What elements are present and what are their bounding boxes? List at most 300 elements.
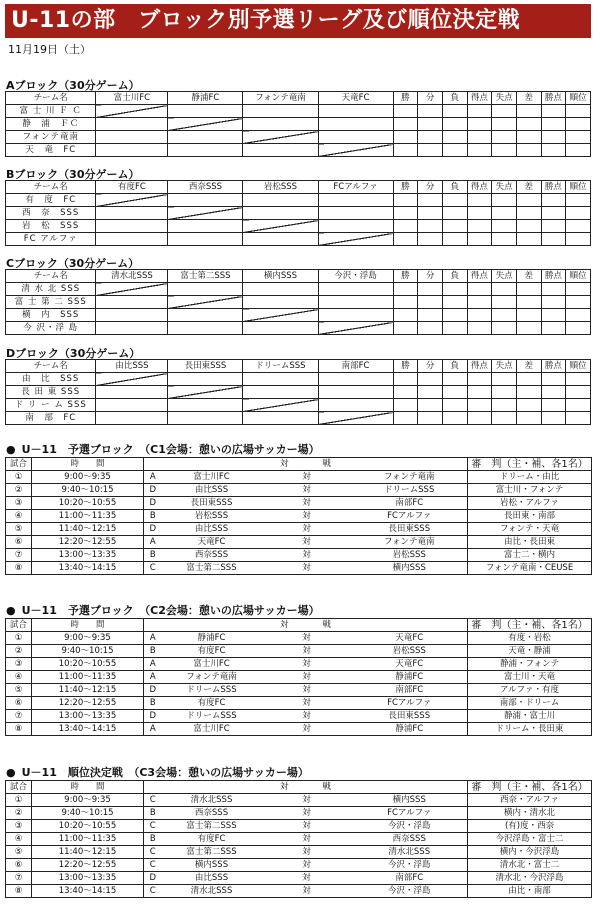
home-team: 清水北SSS <box>162 885 262 898</box>
block-letter: B <box>144 807 162 820</box>
team-row <box>6 144 591 157</box>
stat-header: 得点 <box>467 360 492 373</box>
match-time: 11:00～11:35 <box>32 833 144 846</box>
match-row <box>6 658 592 671</box>
referee: フォンテ竜南・CEUSE <box>468 562 592 575</box>
result-cell <box>168 233 243 246</box>
stat-cell <box>566 144 591 157</box>
stat-header: 勝 <box>393 360 418 373</box>
away-team: 南部FC <box>352 872 468 885</box>
stat-cell <box>418 207 443 220</box>
self-match-cell <box>243 399 318 412</box>
away-team: 今沢・浮島 <box>352 859 468 872</box>
stat-cell <box>418 322 443 335</box>
result-cell <box>318 373 393 386</box>
league-table <box>5 91 591 157</box>
stat-cell <box>467 309 492 322</box>
block-letter: A <box>144 658 162 671</box>
referee: ドリーム・由比 <box>468 471 592 484</box>
stat-cell <box>492 386 517 399</box>
block-letter: D <box>144 684 162 697</box>
stat-cell <box>492 118 517 131</box>
referee: 清水北・富士二 <box>468 859 592 872</box>
result-cell <box>318 386 393 399</box>
stat-header: 負 <box>442 92 467 105</box>
stat-cell <box>541 296 566 309</box>
match-row <box>6 523 592 536</box>
away-team: 横内SSS <box>352 794 468 807</box>
result-cell <box>96 131 168 144</box>
match-no: ⑤ <box>6 684 32 697</box>
team-name: 由 比 SSS <box>6 373 96 386</box>
stat-cell <box>418 283 443 296</box>
home-team: 富士川FC <box>162 658 262 671</box>
home-team: 由比SSS <box>162 523 262 536</box>
stat-header: 差 <box>516 360 541 373</box>
stat-cell <box>418 220 443 233</box>
team-name: 長 田 東 SSS <box>6 386 96 399</box>
stat-cell <box>516 220 541 233</box>
schedule-title-text: U－11 予選ブロック （C2会場：憩いの広場サッカー場） <box>21 604 320 617</box>
stat-cell <box>492 144 517 157</box>
opponent-header: 長田東SSS <box>168 360 243 373</box>
match-time: 12:20～12:55 <box>32 859 144 872</box>
match-time: 9:40～10:15 <box>32 807 144 820</box>
home-team: 清水北SSS <box>162 794 262 807</box>
time-header: 時 間 <box>32 781 144 794</box>
stat-cell <box>418 412 443 425</box>
match-row <box>6 510 592 523</box>
stat-cell <box>492 399 517 412</box>
stat-cell <box>393 386 418 399</box>
stat-cell <box>516 283 541 296</box>
stat-cell <box>418 118 443 131</box>
stat-cell <box>467 220 492 233</box>
stat-header: 勝点 <box>541 270 566 283</box>
stat-header: 負 <box>442 181 467 194</box>
block-letter: D <box>144 497 162 510</box>
referee: 岩松・アルファ <box>468 497 592 510</box>
versus-label: 対 <box>262 885 352 898</box>
block-letter: A <box>144 723 162 736</box>
stat-cell <box>467 131 492 144</box>
self-match-cell <box>168 296 243 309</box>
stat-cell <box>418 399 443 412</box>
block-letter: B <box>144 510 162 523</box>
stat-header: 分 <box>418 181 443 194</box>
team-name: 清 水 北 SSS <box>6 283 96 296</box>
league-table <box>5 359 591 425</box>
home-team: 富士川FC <box>162 471 262 484</box>
stat-cell <box>442 144 467 157</box>
home-team: 由比SSS <box>162 484 262 497</box>
home-team: 有度FC <box>162 697 262 710</box>
stat-cell <box>541 105 566 118</box>
home-team: 富士第二SSS <box>162 562 262 575</box>
match-time: 9:40～10:15 <box>32 484 144 497</box>
match-time: 10:20～10:55 <box>32 497 144 510</box>
result-cell <box>318 283 393 296</box>
stat-cell <box>516 144 541 157</box>
stat-cell <box>467 322 492 335</box>
referee: 西奈・アルファ <box>468 794 592 807</box>
self-match-cell <box>96 373 168 386</box>
stat-cell <box>442 233 467 246</box>
stat-cell <box>516 309 541 322</box>
match-row <box>6 885 592 898</box>
away-team: ドリームSSS <box>352 484 468 497</box>
block-letter: C <box>144 885 162 898</box>
schedule-header-row <box>6 458 592 471</box>
match-row <box>6 471 592 484</box>
self-match-cell <box>318 322 393 335</box>
result-cell <box>243 194 318 207</box>
result-cell <box>168 412 243 425</box>
stat-cell <box>467 233 492 246</box>
stat-cell <box>516 194 541 207</box>
match-row <box>6 859 592 872</box>
referee: 富士川・フォンテ <box>468 484 592 497</box>
team-name-header: チーム名 <box>6 92 96 105</box>
opponent-header: 富士川FC <box>96 92 168 105</box>
home-team: 有度FC <box>162 833 262 846</box>
match-no: ⑤ <box>6 846 32 859</box>
match-header: 対 戦 <box>144 458 468 471</box>
stat-cell <box>566 220 591 233</box>
match-no: ④ <box>6 510 32 523</box>
stat-cell <box>566 233 591 246</box>
team-name: 有 度 FC <box>6 194 96 207</box>
result-cell <box>243 283 318 296</box>
stat-cell <box>541 412 566 425</box>
referee: アルファ・有度 <box>468 684 592 697</box>
versus-label: 対 <box>262 497 352 510</box>
schedule-title-text: U－11 予選ブロック （C1会場：憩いの広場サッカー場） <box>21 443 320 456</box>
versus-label: 対 <box>262 723 352 736</box>
block-letter: C <box>144 846 162 859</box>
stat-cell <box>467 373 492 386</box>
stat-cell <box>442 207 467 220</box>
versus-label: 対 <box>262 471 352 484</box>
time-header: 時 間 <box>32 458 144 471</box>
opponent-header: 西奈SSS <box>168 181 243 194</box>
match-time: 9:40～10:15 <box>32 645 144 658</box>
result-cell <box>168 399 243 412</box>
stat-cell <box>442 296 467 309</box>
match-time: 11:00～11:35 <box>32 510 144 523</box>
result-cell <box>318 118 393 131</box>
block-letter: C <box>144 820 162 833</box>
away-team: 岩松SSS <box>352 645 468 658</box>
stat-header: 得点 <box>467 181 492 194</box>
away-team: 岩松SSS <box>352 549 468 562</box>
referee: 清水北・今沢浮島 <box>468 872 592 885</box>
result-cell <box>318 207 393 220</box>
home-team: 岩松SSS <box>162 510 262 523</box>
home-team: 静浦FC <box>162 632 262 645</box>
stat-cell <box>541 373 566 386</box>
referee: 富士二・横内 <box>468 549 592 562</box>
stat-cell <box>516 233 541 246</box>
stat-header: 失点 <box>492 360 517 373</box>
team-row <box>6 309 591 322</box>
result-cell <box>243 373 318 386</box>
schedule-table <box>5 457 592 575</box>
result-cell <box>168 283 243 296</box>
stat-cell <box>566 399 591 412</box>
result-cell <box>168 105 243 118</box>
team-name: ド リ ー ム SSS <box>6 399 96 412</box>
result-cell <box>243 296 318 309</box>
result-cell <box>243 412 318 425</box>
team-name-header: チーム名 <box>6 270 96 283</box>
stat-header: 差 <box>516 92 541 105</box>
stat-cell <box>566 373 591 386</box>
match-row <box>6 820 592 833</box>
stat-header: 分 <box>418 270 443 283</box>
match-no-header: 試合 <box>6 619 32 632</box>
home-team: 西奈SSS <box>162 807 262 820</box>
match-time: 13:00～13:35 <box>32 872 144 885</box>
stat-cell <box>566 118 591 131</box>
team-name: 岩 松 SSS <box>6 220 96 233</box>
match-row <box>6 549 592 562</box>
stat-cell <box>442 194 467 207</box>
referee: 今沢浮島・富士二 <box>468 833 592 846</box>
result-cell <box>96 220 168 233</box>
opponent-header: 清水北SSS <box>96 270 168 283</box>
referee-header: 審 判（主・補、各1名） <box>468 458 592 471</box>
stat-header: 順位 <box>566 92 591 105</box>
match-row <box>6 710 592 723</box>
stat-cell <box>492 296 517 309</box>
team-row <box>6 386 591 399</box>
away-team: フォンテ竜南 <box>352 471 468 484</box>
versus-label: 対 <box>262 872 352 885</box>
match-no: ④ <box>6 671 32 684</box>
match-no: ⑦ <box>6 710 32 723</box>
self-match-cell <box>243 131 318 144</box>
result-cell <box>168 309 243 322</box>
referee: 有度・岩松 <box>468 632 592 645</box>
result-cell <box>318 296 393 309</box>
block-title: Dブロック（30分ゲーム） <box>6 347 141 360</box>
team-row <box>6 373 591 386</box>
schedule-title-text: U－11 順位決定戦 （C3会場：憩いの広場サッカー場） <box>21 766 309 779</box>
team-name: FC アルファ <box>6 233 96 246</box>
stat-cell <box>492 131 517 144</box>
stat-header: 勝点 <box>541 181 566 194</box>
self-match-cell <box>318 412 393 425</box>
schedule-header-row <box>6 781 592 794</box>
stat-cell <box>467 283 492 296</box>
stat-cell <box>492 322 517 335</box>
result-cell <box>243 118 318 131</box>
bullet-icon: ● <box>6 604 16 617</box>
home-team: ドリームSSS <box>162 684 262 697</box>
stat-cell <box>566 131 591 144</box>
schedule-table <box>5 780 592 898</box>
block-title: Cブロック（30分ゲーム） <box>6 257 140 270</box>
referee: 長田東・南部 <box>468 510 592 523</box>
result-cell <box>318 131 393 144</box>
result-cell <box>243 386 318 399</box>
match-row <box>6 484 592 497</box>
stat-cell <box>492 373 517 386</box>
team-name: 西 奈 SSS <box>6 207 96 220</box>
stat-cell <box>541 233 566 246</box>
result-cell <box>168 373 243 386</box>
team-name: 富 士 第 二 SSS <box>6 296 96 309</box>
referee-header: 審 判（主・補、各1名） <box>468 781 592 794</box>
versus-label: 対 <box>262 820 352 833</box>
away-team: FCアルファ <box>352 510 468 523</box>
result-cell <box>318 220 393 233</box>
match-no: ⑦ <box>6 549 32 562</box>
referee: ドリーム・長田東 <box>468 723 592 736</box>
team-row <box>6 296 591 309</box>
team-row <box>6 105 591 118</box>
versus-label: 対 <box>262 510 352 523</box>
home-team: 天竜FC <box>162 536 262 549</box>
match-row <box>6 872 592 885</box>
result-cell <box>96 233 168 246</box>
away-team: 長田東SSS <box>352 523 468 536</box>
team-row <box>6 220 591 233</box>
referee: 静浦・フォンテ <box>468 658 592 671</box>
stat-cell <box>393 194 418 207</box>
stat-cell <box>442 118 467 131</box>
match-row <box>6 794 592 807</box>
home-team: 長田東SSS <box>162 497 262 510</box>
block-letter: C <box>144 859 162 872</box>
match-time: 12:20～12:55 <box>32 697 144 710</box>
stat-cell <box>418 131 443 144</box>
self-match-cell <box>96 105 168 118</box>
stat-cell <box>393 220 418 233</box>
stat-cell <box>492 283 517 296</box>
match-no: ⑦ <box>6 872 32 885</box>
match-no-header: 試合 <box>6 458 32 471</box>
stat-header: 勝 <box>393 181 418 194</box>
stat-header: 失点 <box>492 270 517 283</box>
result-cell <box>96 386 168 399</box>
versus-label: 対 <box>262 536 352 549</box>
match-time: 10:20～10:55 <box>32 820 144 833</box>
team-name-header: チーム名 <box>6 360 96 373</box>
stat-header: 勝 <box>393 270 418 283</box>
self-match-cell <box>318 233 393 246</box>
league-header-row <box>6 360 591 373</box>
stat-cell <box>541 399 566 412</box>
block-letter: B <box>144 697 162 710</box>
match-no: ③ <box>6 497 32 510</box>
stat-cell <box>516 131 541 144</box>
stat-cell <box>492 233 517 246</box>
result-cell <box>243 105 318 118</box>
stat-cell <box>467 386 492 399</box>
match-time: 10:20～10:55 <box>32 658 144 671</box>
self-match-cell <box>243 220 318 233</box>
match-row <box>6 723 592 736</box>
stat-header: 分 <box>418 92 443 105</box>
versus-label: 対 <box>262 658 352 671</box>
stat-cell <box>393 296 418 309</box>
versus-label: 対 <box>262 523 352 536</box>
stat-cell <box>492 309 517 322</box>
stat-cell <box>566 309 591 322</box>
match-no: ① <box>6 632 32 645</box>
match-row <box>6 562 592 575</box>
stat-cell <box>516 322 541 335</box>
team-row <box>6 412 591 425</box>
result-cell <box>318 105 393 118</box>
result-cell <box>96 118 168 131</box>
block-letter: D <box>144 710 162 723</box>
stat-cell <box>442 131 467 144</box>
away-team: 南部FC <box>352 684 468 697</box>
stat-header: 差 <box>516 270 541 283</box>
block-letter: B <box>144 645 162 658</box>
block-letter: B <box>144 833 162 846</box>
stat-cell <box>566 207 591 220</box>
match-no: ⑧ <box>6 885 32 898</box>
stat-cell <box>393 233 418 246</box>
event-date: 11月19日（土） <box>8 43 91 56</box>
home-team: 由比SSS <box>162 872 262 885</box>
stat-header: 順位 <box>566 360 591 373</box>
result-cell <box>96 309 168 322</box>
opponent-header: フォンテ竜南 <box>243 92 318 105</box>
versus-label: 対 <box>262 846 352 859</box>
stat-cell <box>516 412 541 425</box>
stat-cell <box>393 412 418 425</box>
home-team: 横内SSS <box>162 859 262 872</box>
result-cell <box>168 220 243 233</box>
match-no: ② <box>6 484 32 497</box>
match-row <box>6 697 592 710</box>
away-team: 清水北SSS <box>352 846 468 859</box>
stat-cell <box>442 399 467 412</box>
stat-cell <box>541 283 566 296</box>
self-match-cell <box>318 144 393 157</box>
self-match-cell <box>168 118 243 131</box>
match-no: ⑥ <box>6 536 32 549</box>
stat-cell <box>492 412 517 425</box>
stat-cell <box>467 194 492 207</box>
match-row <box>6 846 592 859</box>
block-letter: A <box>144 632 162 645</box>
result-cell <box>318 399 393 412</box>
stat-cell <box>467 296 492 309</box>
stat-cell <box>442 105 467 118</box>
opponent-header: 由比SSS <box>96 360 168 373</box>
block-letter: A <box>144 671 162 684</box>
result-cell <box>96 399 168 412</box>
match-row <box>6 671 592 684</box>
match-row <box>6 497 592 510</box>
block-letter: B <box>144 549 162 562</box>
match-row <box>6 632 592 645</box>
stat-cell <box>418 386 443 399</box>
versus-label: 対 <box>262 710 352 723</box>
match-row <box>6 536 592 549</box>
stat-cell <box>442 373 467 386</box>
league-header-row <box>6 92 591 105</box>
match-row <box>6 684 592 697</box>
opponent-header: 富士第二SSS <box>168 270 243 283</box>
match-no: ① <box>6 794 32 807</box>
